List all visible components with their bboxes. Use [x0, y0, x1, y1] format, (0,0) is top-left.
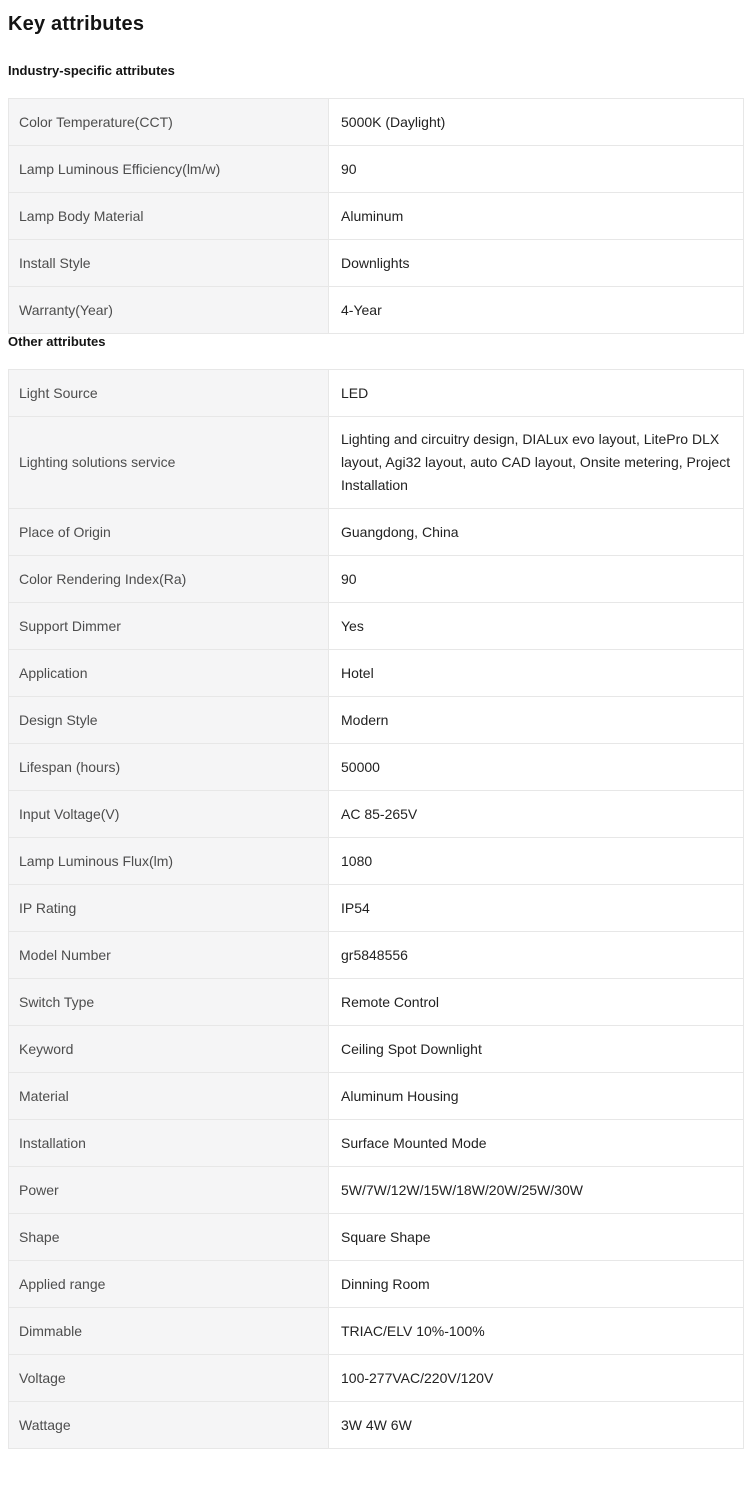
attribute-row	[9, 932, 744, 979]
attribute-value-cell: Downlights	[329, 240, 744, 287]
attribute-row	[9, 1026, 744, 1073]
attribute-row	[9, 1120, 744, 1167]
attribute-value-cell: Hotel	[329, 650, 744, 697]
attribute-row	[9, 791, 744, 838]
attribute-row	[9, 417, 744, 509]
attribute-value-cell: Yes	[329, 603, 744, 650]
attribute-value-cell: 4-Year	[329, 287, 744, 334]
attribute-label-cell: Lamp Luminous Flux(lm)	[9, 838, 329, 885]
attribute-row	[9, 1402, 744, 1449]
attribute-label-cell: Light Source	[9, 370, 329, 417]
attribute-value-cell: Modern	[329, 697, 744, 744]
attribute-row	[9, 1167, 744, 1214]
attribute-row	[9, 697, 744, 744]
attribute-value-cell: Aluminum Housing	[329, 1073, 744, 1120]
attribute-label-cell: Power	[9, 1167, 329, 1214]
page-title: Key attributes	[8, 13, 145, 35]
section-heading-other: Other attributes	[8, 334, 106, 349]
attribute-value-cell: 90	[329, 146, 744, 193]
attribute-label-cell: Design Style	[9, 697, 329, 744]
attribute-value-cell: Remote Control	[329, 979, 744, 1026]
attribute-label-cell: Input Voltage(V)	[9, 791, 329, 838]
attribute-row	[9, 556, 744, 603]
attribute-row	[9, 1214, 744, 1261]
attribute-value-cell: 100-277VAC/220V/120V	[329, 1355, 744, 1402]
attribute-label-cell: Model Number	[9, 932, 329, 979]
attribute-value-cell: 5000K (Daylight)	[329, 99, 744, 146]
attribute-value-cell: Dinning Room	[329, 1261, 744, 1308]
attribute-label-cell: Lamp Luminous Efficiency(lm/w)	[9, 146, 329, 193]
attribute-value-cell: 5W/7W/12W/15W/18W/20W/25W/30W	[329, 1167, 744, 1214]
attribute-value-cell: Guangdong, China	[329, 509, 744, 556]
attribute-value-cell: LED	[329, 370, 744, 417]
attribute-label-cell: Voltage	[9, 1355, 329, 1402]
attribute-row	[9, 370, 744, 417]
attribute-value-cell: Square Shape	[329, 1214, 744, 1261]
attribute-row	[9, 1308, 744, 1355]
attribute-label-cell: Applied range	[9, 1261, 329, 1308]
attribute-label-cell: IP Rating	[9, 885, 329, 932]
attribute-label-cell: Support Dimmer	[9, 603, 329, 650]
industry-attributes-table	[8, 98, 744, 334]
other-attributes-table	[8, 369, 744, 1449]
attribute-value-cell: Ceiling Spot Downlight	[329, 1026, 744, 1073]
attribute-row	[9, 146, 744, 193]
attribute-row	[9, 885, 744, 932]
attribute-value-cell: IP54	[329, 885, 744, 932]
attribute-row	[9, 287, 744, 334]
section-industry-specific	[8, 63, 744, 334]
attribute-label-cell: Color Temperature(CCT)	[9, 99, 329, 146]
attribute-value-cell: 50000	[329, 744, 744, 791]
attribute-value-cell: 90	[329, 556, 744, 603]
attribute-label-cell: Lamp Body Material	[9, 193, 329, 240]
attribute-label-cell: Material	[9, 1073, 329, 1120]
attribute-row	[9, 1355, 744, 1402]
attribute-value-cell: TRIAC/ELV 10%-100%	[329, 1308, 744, 1355]
attribute-label-cell: Application	[9, 650, 329, 697]
attribute-row	[9, 99, 744, 146]
attribute-value-cell: Lighting and circuitry design, DIALux evo layout, LitePro DLX layout, Agi32 layout, auto CAD layout, Onsite metering, Project Installation	[329, 417, 744, 509]
attribute-value-cell: gr5848556	[329, 932, 744, 979]
attribute-label-cell: Place of Origin	[9, 509, 329, 556]
attribute-row	[9, 193, 744, 240]
attribute-label-cell: Keyword	[9, 1026, 329, 1073]
attribute-label-cell: Dimmable	[9, 1308, 329, 1355]
attribute-value-cell: Aluminum	[329, 193, 744, 240]
section-other	[8, 334, 744, 1449]
attribute-label-cell: Wattage	[9, 1402, 329, 1449]
attribute-value-cell: Surface Mounted Mode	[329, 1120, 744, 1167]
attribute-row	[9, 1261, 744, 1308]
attribute-label-cell: Installation	[9, 1120, 329, 1167]
attribute-row	[9, 603, 744, 650]
attribute-row	[9, 1073, 744, 1120]
attribute-value-cell: 1080	[329, 838, 744, 885]
attribute-label-cell: Install Style	[9, 240, 329, 287]
attribute-label-cell: Lighting solutions service	[9, 417, 329, 509]
attribute-label-cell: Warranty(Year)	[9, 287, 329, 334]
attribute-row	[9, 744, 744, 791]
attribute-row	[9, 838, 744, 885]
attribute-label-cell: Color Rendering Index(Ra)	[9, 556, 329, 603]
attribute-value-cell: AC 85-265V	[329, 791, 744, 838]
attribute-label-cell: Switch Type	[9, 979, 329, 1026]
attribute-label-cell: Shape	[9, 1214, 329, 1261]
attribute-row	[9, 650, 744, 697]
attribute-row	[9, 240, 744, 287]
attribute-label-cell: Lifespan (hours)	[9, 744, 329, 791]
attribute-row	[9, 509, 744, 556]
attribute-row	[9, 979, 744, 1026]
section-heading-industry-specific: Industry-specific attributes	[8, 63, 175, 78]
attribute-value-cell: 3W 4W 6W	[329, 1402, 744, 1449]
